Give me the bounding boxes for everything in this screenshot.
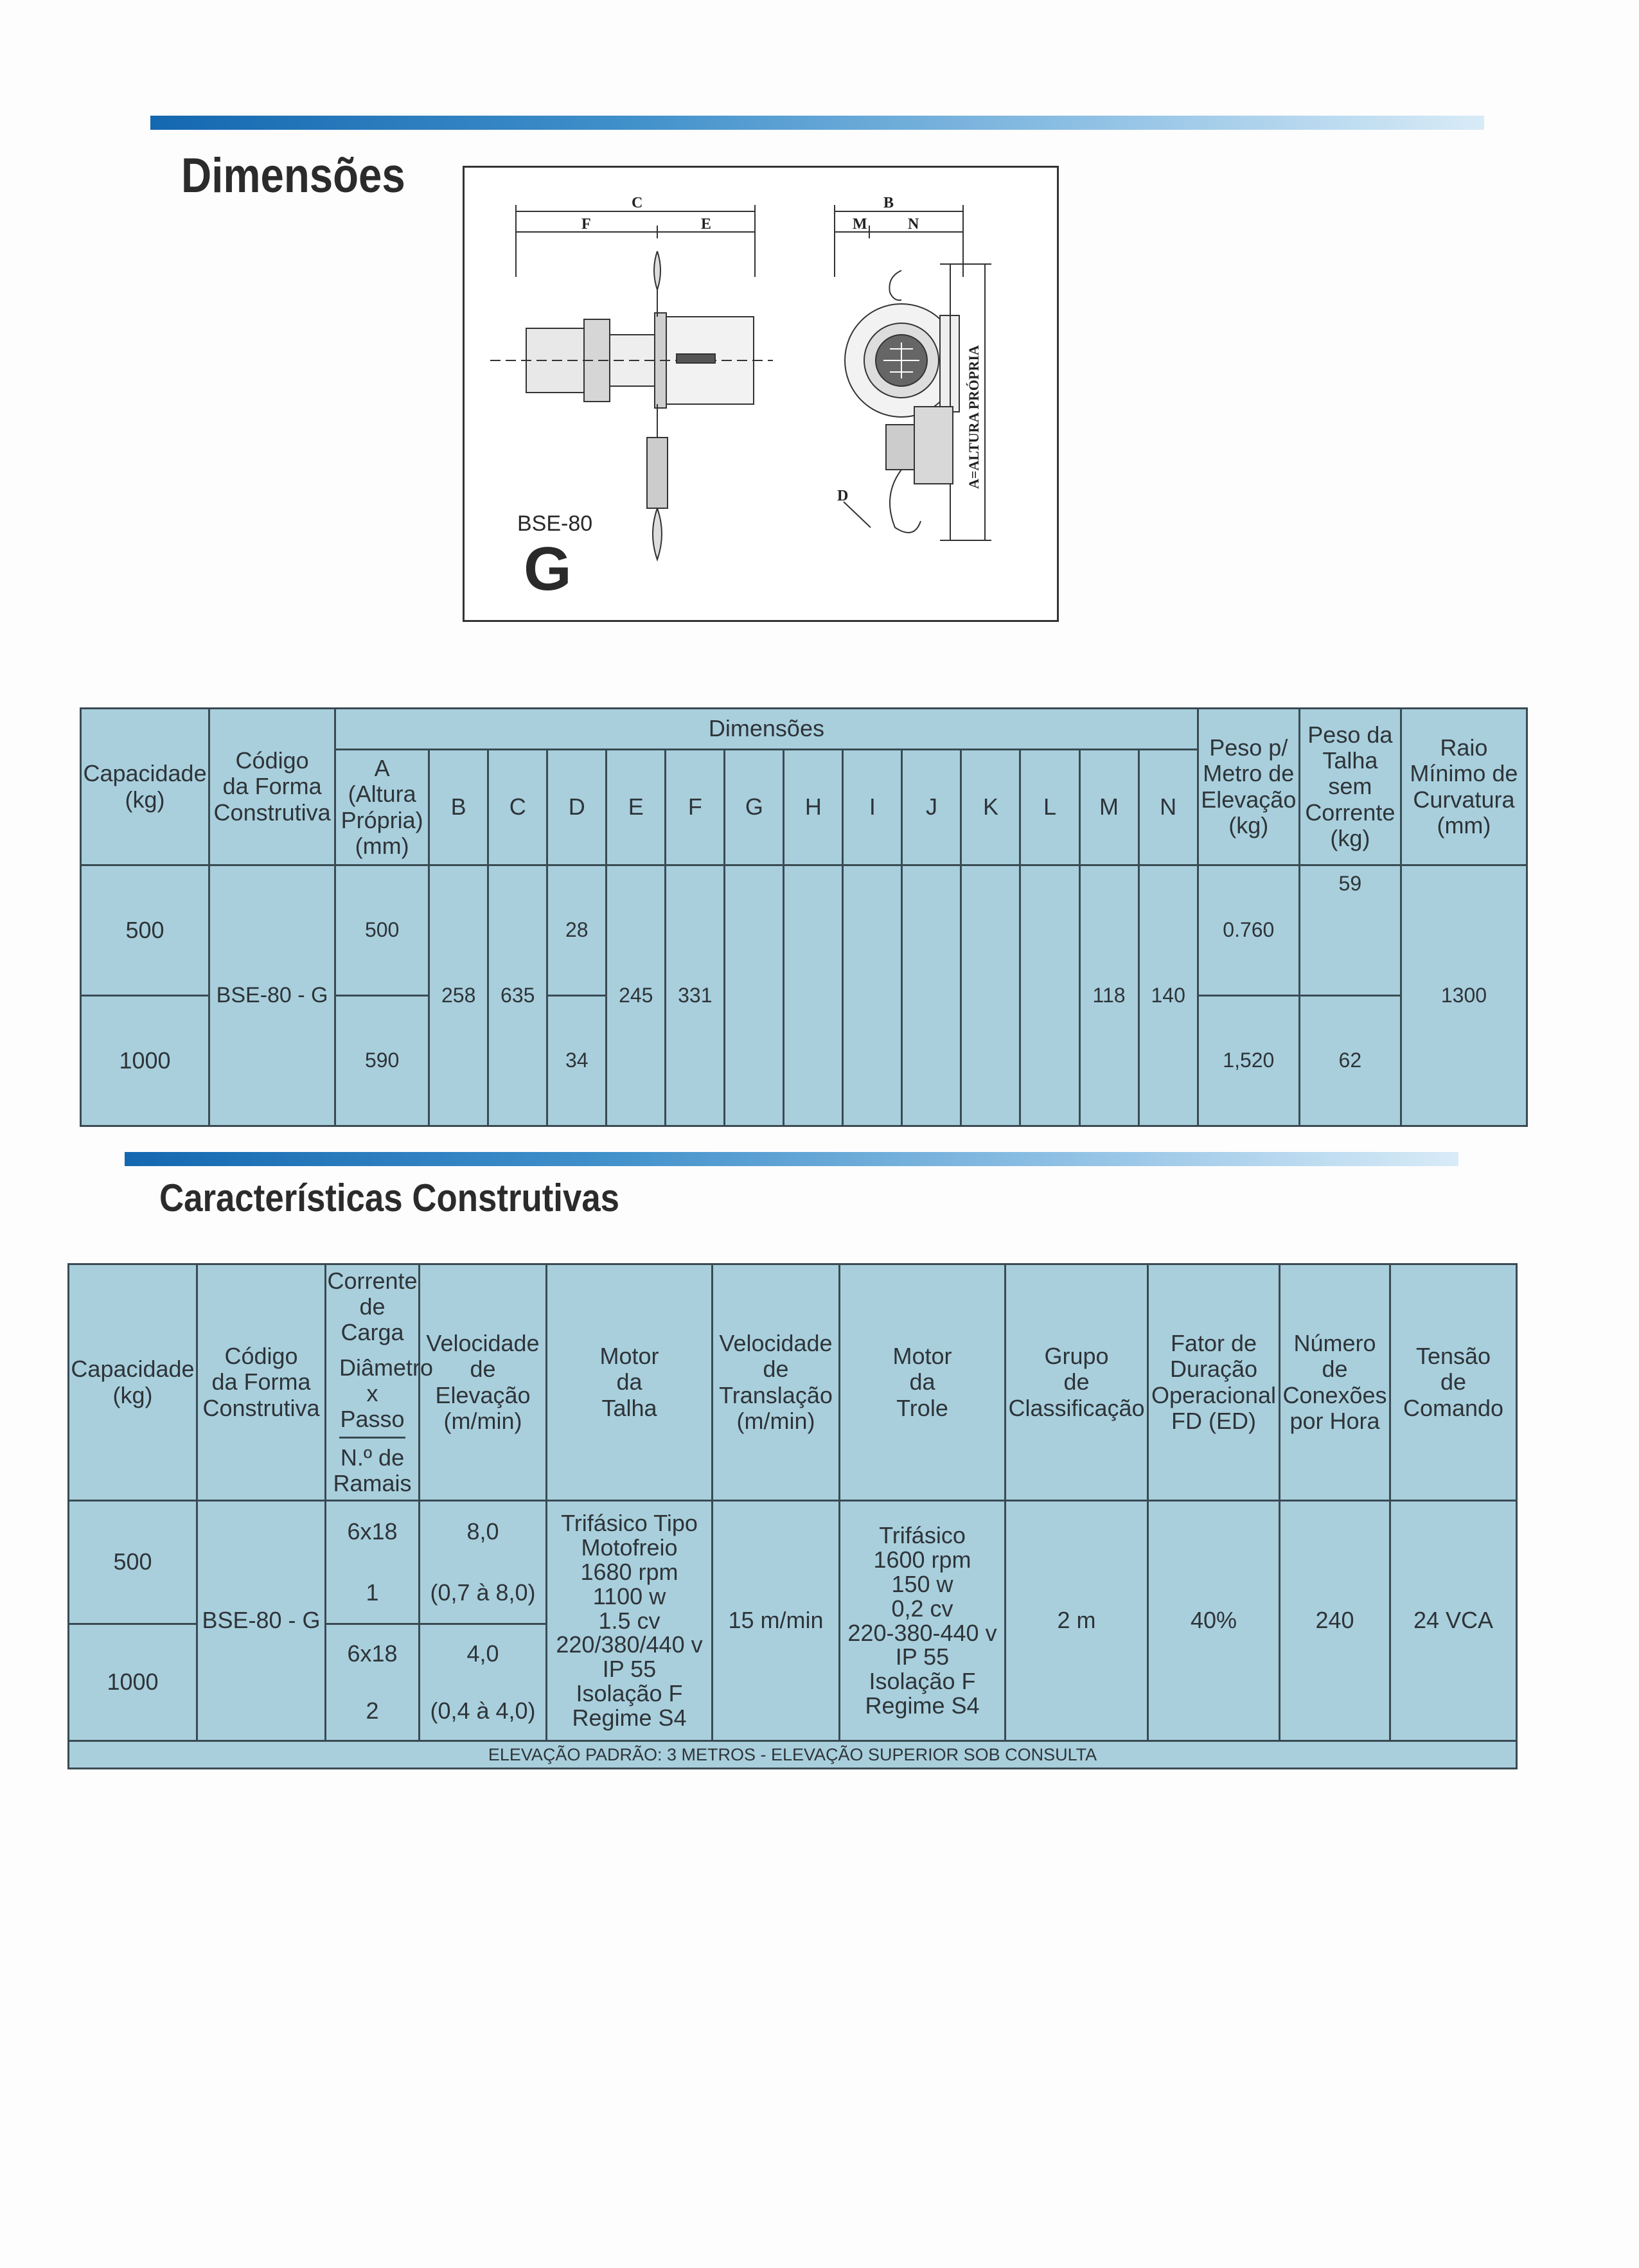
cell-peso-metro-1000: 1,520 (1198, 996, 1299, 1126)
th2-corrente: Corrente de Carga Diâmetro x Passo N.º de Ramais (326, 1264, 420, 1501)
dim-label-m: M (853, 216, 867, 233)
cell-peso-talha-500: 59 (1299, 865, 1401, 996)
cell-a-1000: 590 (335, 996, 429, 1126)
th-m: M (1079, 750, 1138, 865)
model-name: BSE-80 (517, 511, 593, 536)
cell2-grupo: 2 m (1006, 1501, 1148, 1741)
th2-codigo: Código da Forma Construtiva (197, 1264, 326, 1501)
th-dimensoes: Dimensões (335, 709, 1198, 750)
th-i: I (843, 750, 902, 865)
th2-fator: Fator de Duração Operacional FD (ED) (1148, 1264, 1280, 1501)
cell-l (1020, 865, 1079, 1126)
th2-motor-trole: Motor da Trole (840, 1264, 1006, 1501)
cell-g (725, 865, 784, 1126)
section-band-dimensoes (150, 116, 1484, 130)
th2-tensao: Tensão de Comando (1390, 1264, 1517, 1501)
cell-capacidade-1000: 1000 (81, 996, 209, 1126)
cell-e: 245 (607, 865, 666, 1126)
th-capacidade: Capacidade (kg) (81, 709, 209, 865)
th-g: G (725, 750, 784, 865)
cell2-motor-talha: Trifásico Tipo Motofreio 1680 rpm 1100 w 1.5 cv 220/380/440 v IP 55 Isolação F Regime S4 (547, 1501, 713, 1741)
th2-motor-talha: Motor da Talha (547, 1264, 713, 1501)
th-e: E (607, 750, 666, 865)
cell2-corrente-500: 6x18 1 (326, 1501, 420, 1624)
cell2-corrente-1000: 6x18 2 (326, 1624, 420, 1741)
th-j: J (902, 750, 961, 865)
dim-label-e: E (701, 216, 712, 233)
cell-a-500: 500 (335, 865, 429, 996)
cell-b: 258 (429, 865, 488, 1126)
th2-capacidade: Capacidade (kg) (69, 1264, 197, 1501)
dim-label-b: B (883, 195, 894, 211)
cell-raio: 1300 (1401, 865, 1527, 1126)
th-f: F (666, 750, 725, 865)
cell-peso-metro-500: 0.760 (1198, 865, 1299, 996)
dim-label-c: C (632, 195, 643, 211)
cell2-capacidade-500: 500 (69, 1501, 197, 1624)
th-peso-talha: Peso da Talha sem Corrente (kg) (1299, 709, 1401, 865)
model-letter: G (524, 535, 572, 603)
th-h: H (784, 750, 843, 865)
th-c: C (488, 750, 547, 865)
th-raio: Raio Mínimo de Curvatura (mm) (1401, 709, 1527, 865)
th-b: B (429, 750, 488, 865)
th-n: N (1138, 750, 1198, 865)
cell-codigo: BSE-80 - G (209, 865, 335, 1126)
cell-c: 635 (488, 865, 547, 1126)
cell-capacidade-500: 500 (81, 865, 209, 996)
cell-d-1000: 34 (547, 996, 607, 1126)
cell-j (902, 865, 961, 1126)
dim-label-a: A=ALTURA PRÓPRIA (966, 345, 982, 489)
cell-d-500: 28 (547, 865, 607, 996)
cell-k (961, 865, 1020, 1126)
th2-vel-trans: Velocidade de Translação (m/min) (713, 1264, 840, 1501)
cell2-capacidade-1000: 1000 (69, 1624, 197, 1741)
characteristics-table (67, 1263, 1518, 1769)
dim-label-d: D (837, 488, 849, 504)
cell-f: 331 (666, 865, 725, 1126)
section-title-caracteristicas: Características Construtivas (159, 1176, 620, 1219)
th-codigo: Código da Forma Construtiva (209, 709, 335, 865)
dim-label-n: N (908, 216, 919, 233)
cell2-tensao: 24 VCA (1390, 1501, 1517, 1741)
cell-i (843, 865, 902, 1126)
cell-n: 140 (1138, 865, 1198, 1126)
cell2-motor-trole: Trifásico 1600 rpm 150 w 0,2 cv 220-380-440 v IP 55 Isolação F Regime S4 (840, 1501, 1006, 1741)
cell2-codigo: BSE-80 - G (197, 1501, 326, 1741)
th-l: L (1020, 750, 1079, 865)
dim-label-f: F (581, 216, 591, 233)
cell2-fator: 40% (1148, 1501, 1280, 1741)
th2-grupo: Grupo de Classificação (1006, 1264, 1148, 1501)
th-a: A (Altura Própria) (mm) (335, 750, 429, 865)
cell-m: 118 (1079, 865, 1138, 1126)
cell-h (784, 865, 843, 1126)
th2-conexoes: Número de Conexões por Hora (1280, 1264, 1390, 1501)
th-k: K (961, 750, 1020, 865)
th-d: D (547, 750, 607, 865)
section-title-dimensoes: Dimensões (181, 148, 405, 203)
cell2-vel-500: 8,0 (0,7 à 8,0) (420, 1501, 547, 1624)
cell2-vel-trans: 15 m/min (713, 1501, 840, 1741)
hoist-diagram (463, 166, 1059, 622)
dimensions-table (80, 707, 1528, 1127)
section-band-caracteristicas (125, 1152, 1458, 1166)
cell-peso-talha-1000: 62 (1299, 996, 1401, 1126)
th2-vel-elev: Velocidade de Elevação (m/min) (420, 1264, 547, 1501)
th-peso-metro: Peso p/ Metro de Elevação (kg) (1198, 709, 1299, 865)
cell2-conexoes: 240 (1280, 1501, 1390, 1741)
table-footnote: ELEVAÇÃO PADRÃO: 3 METROS - ELEVAÇÃO SUPERIOR SOB CONSULTA (69, 1741, 1517, 1769)
cell2-vel-1000: 4,0 (0,4 à 4,0) (420, 1624, 547, 1741)
